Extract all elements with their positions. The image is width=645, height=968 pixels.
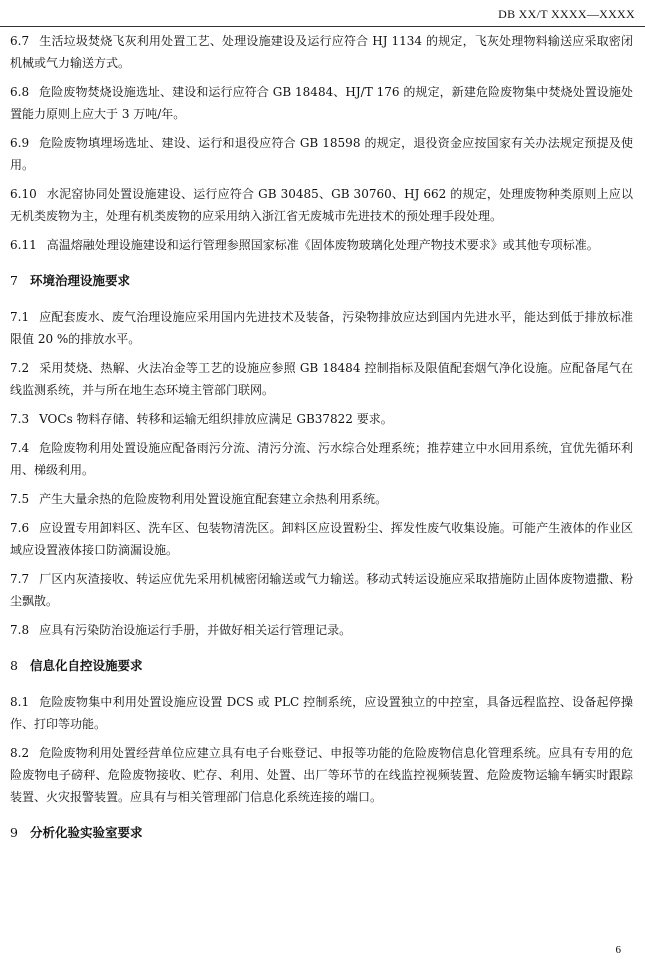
clause-7-2: [10, 357, 633, 401]
section-title: 信息化自控设施要求: [29, 658, 143, 673]
section-heading-7: [10, 270, 633, 292]
clause-7-4: [10, 437, 633, 481]
section-title: 分析化验实验室要求: [29, 825, 143, 840]
clause-6-8: [10, 81, 633, 125]
clause-text: 危险废物利用处置设施应配备雨污分流、清污分流、污水综合处理系统；推荐建立中水回用系统，宜优先循环利用、梯级利用。: [10, 441, 633, 477]
clause-7-8: [10, 619, 633, 641]
clause-number: 6.7: [10, 34, 30, 48]
clause-7-6: [10, 517, 633, 561]
clause-text: 厂区内灰渣接收、转运应优先采用机械密闭输送或气力输送。移动式转运设施应采取措施防止固体废物遗撒、粉尘飘散。: [10, 572, 633, 608]
document-body: [10, 30, 633, 844]
clause-text: 采用焚烧、热解、火法冶金等工艺的设施应参照 GB 18484 控制指标及限值配套烟气净化设施。应配备尾气在线监测系统，并与所在地生态环境主管部门联网。: [10, 361, 633, 397]
clause-text: 应配套废水、废气治理设施应采用国内先进技术及装备，污染物排放应达到国内先进水平，能达到低于排放标准限值 20 %的排放水平。: [10, 310, 633, 346]
clause-number: 7.6: [10, 521, 30, 535]
clause-number: 8.2: [10, 746, 30, 760]
clause-text: 危险废物集中利用处置设施应设置 DCS 或 PLC 控制系统，应设置独立的中控室，具备远程监控、设备起停操作、打印等功能。: [10, 695, 633, 731]
section-heading-9: [10, 822, 633, 844]
clause-number: 6.9: [10, 136, 30, 150]
section-number: 9: [10, 825, 18, 840]
clause-number: 7.1: [10, 310, 30, 324]
clause-6-9: [10, 132, 633, 176]
clause-number: 6.11: [10, 238, 37, 252]
clause-number: 7.3: [10, 412, 30, 426]
page-header: [0, 0, 645, 27]
section-number: 7: [10, 273, 18, 288]
document-code: DB XX/T XXXX—XXXX: [498, 7, 635, 21]
clause-text: 高温熔融处理设施建设和运行管理参照国家标准《固体废物玻璃化处理产物技术要求》或其他专项标准。: [46, 238, 599, 252]
clause-number: 7.8: [10, 623, 30, 637]
clause-8-1: [10, 691, 633, 735]
clause-text: 危险废物填埋场选址、建设、运行和退役应符合 GB 18598 的规定，退役资金应按国家有关办法规定预提及使用。: [10, 136, 633, 172]
clause-6-7: [10, 30, 633, 74]
clause-text: 生活垃圾焚烧飞灰利用处置工艺、处理设施建设及运行应符合 HJ 1134 的规定，飞灰处理物料输送应采取密闭机械或气力输送方式。: [10, 34, 633, 70]
clause-6-11: [10, 234, 633, 256]
section-title: 环境治理设施要求: [29, 273, 130, 288]
clause-number: 7.2: [10, 361, 30, 375]
clause-7-1: [10, 306, 633, 350]
clause-7-3: [10, 408, 633, 430]
clause-number: 7.4: [10, 441, 30, 455]
clause-number: 6.8: [10, 85, 30, 99]
clause-number: 7.5: [10, 492, 30, 506]
clause-text: 产生大量余热的危险废物利用处置设施宜配套建立余热利用系统。: [39, 492, 388, 506]
clause-number: 7.7: [10, 572, 30, 586]
section-number: 8: [10, 658, 18, 673]
clause-text: 危险废物焚烧设施选址、建设和运行应符合 GB 18484、HJ/T 176 的规定，新建危险废物集中焚烧处置设施处置能力原则上应大于 3 万吨/年。: [10, 85, 633, 121]
clause-number: 6.10: [10, 187, 37, 201]
clause-7-5: [10, 488, 633, 510]
clause-number: 8.1: [10, 695, 30, 709]
clause-text: 应设置专用卸料区、洗车区、包装物清洗区。卸料区应设置粉尘、挥发性废气收集设施。可能产生液体的作业区域应设置液体接口防滴漏设施。: [10, 521, 633, 557]
clause-text: 水泥窑协同处置设施建设、运行应符合 GB 30485、GB 30760、HJ 662 的规定，处理废物种类原则上应以无机类废物为主，处理有机类废物的应采用纳入浙江省无废城市先进技术的预处理手段处理。: [10, 187, 633, 223]
clause-text: 应具有污染防治设施运行手册，并做好相关运行管理记录。: [39, 623, 352, 637]
clause-text: 危险废物利用处置经营单位应建立具有电子台账登记、申报等功能的危险废物信息化管理系统。应具有专用的危险废物电子磅秤、危险废物接收、贮存、利用、处置、出厂等环节的在线监控视频装置、危险废物运输车辆实时跟踪装置、火灾报警装置。应具有与相关管理部门信息化系统连接的端口。: [10, 746, 633, 804]
section-heading-8: [10, 655, 633, 677]
page-number: 6: [615, 944, 621, 956]
clause-8-2: [10, 742, 633, 808]
clause-7-7: [10, 568, 633, 612]
clause-text: VOCs 物料存储、转移和运输无组织排放应满足 GB37822 要求。: [39, 412, 393, 426]
clause-6-10: [10, 183, 633, 227]
